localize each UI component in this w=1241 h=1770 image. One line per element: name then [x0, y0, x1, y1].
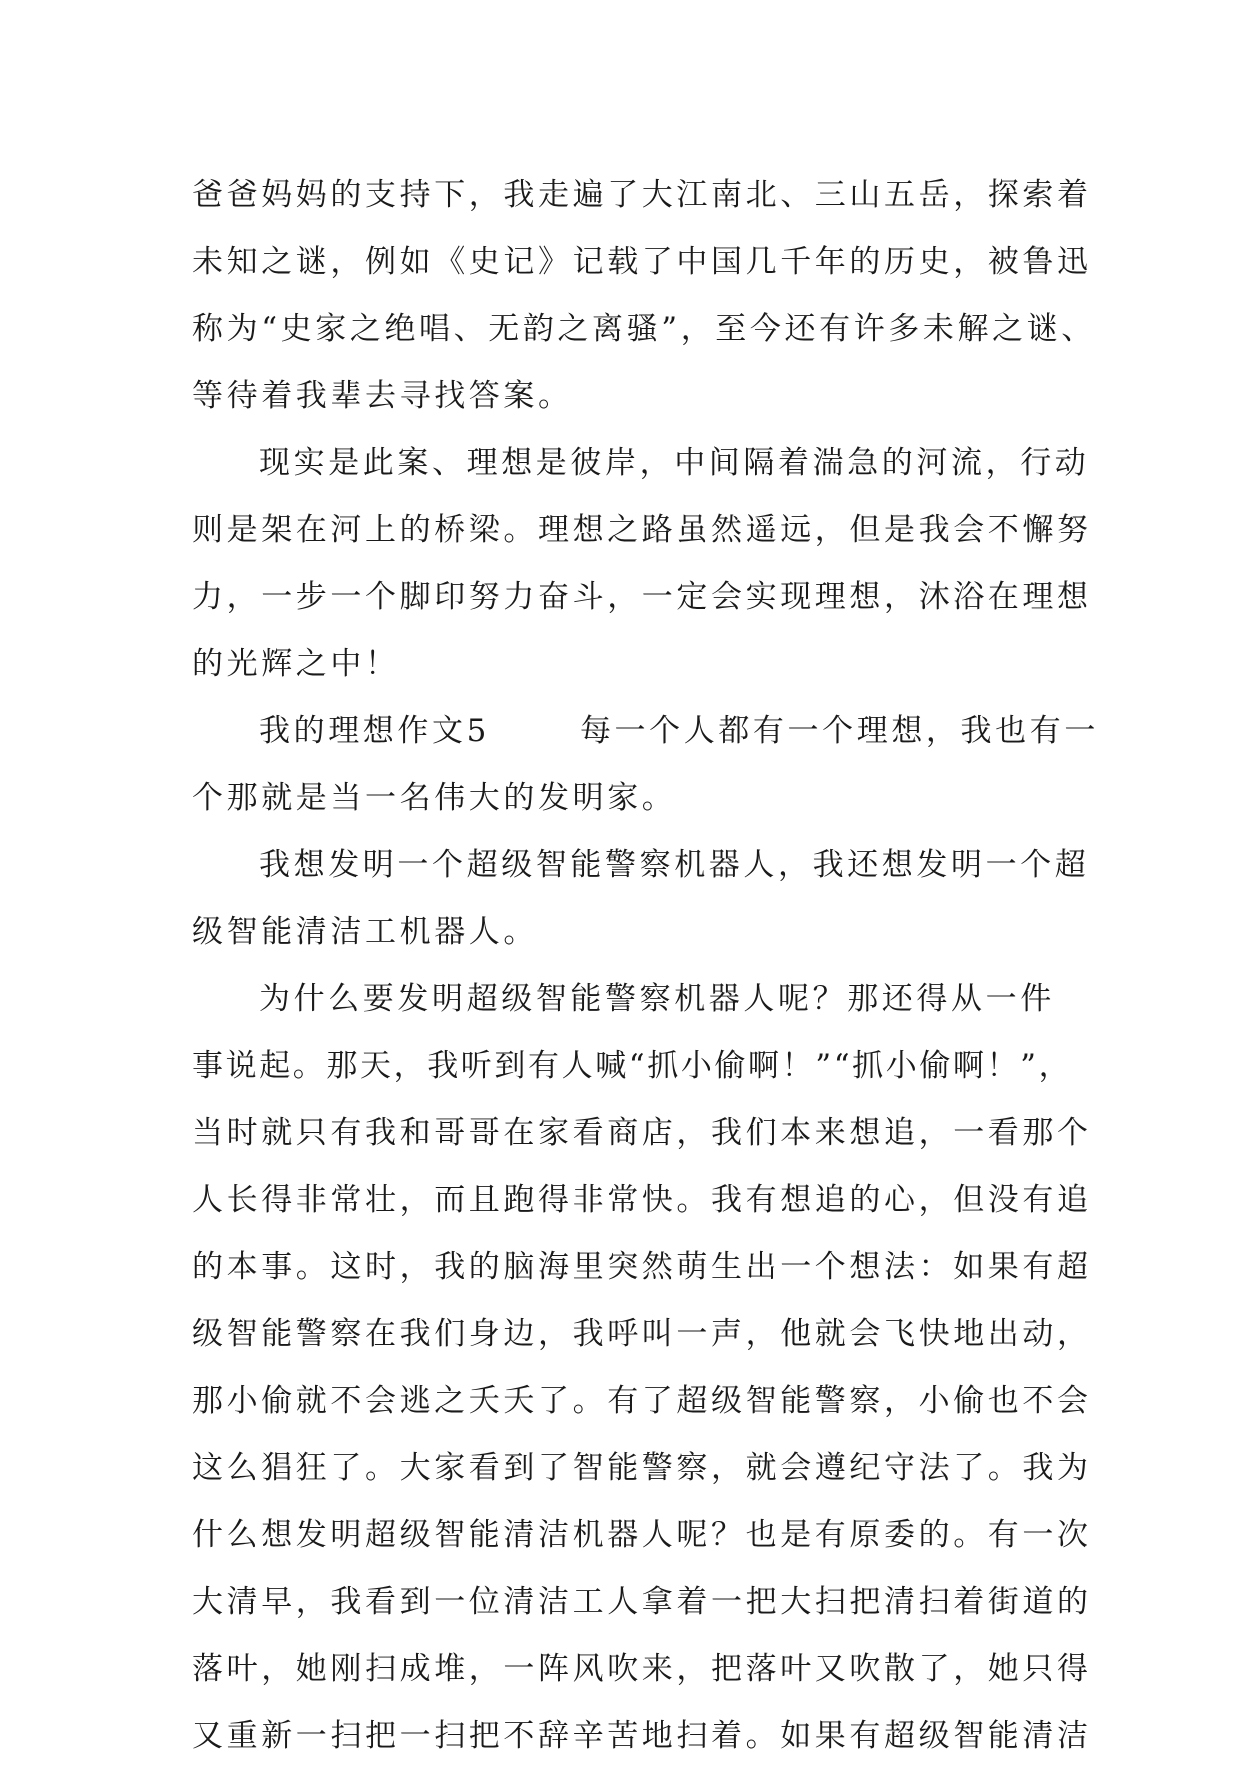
text-line: 的光辉之中！: [192, 646, 400, 682]
paragraph: [192, 430, 1092, 698]
text-line: 当时就只有我和哥哥在家看商店，我们本来想追，一看那个: [192, 1115, 1092, 1151]
text-line: 级智能警察在我们身边，我呼叫一声，他就会飞快地出动，: [192, 1316, 1092, 1352]
text-line: [192, 698, 1099, 765]
text-line: 大清早，我看到一位清洁工人拿着一把大扫把清扫着街道的: [192, 1584, 1092, 1620]
text-line: 人长得非常壮，而且跑得非常快。我有想追的心，但没有追: [192, 1182, 1092, 1218]
text-line: 那小偷就不会逃之夭夭了。有了超级智能警察，小偷也不会: [192, 1383, 1092, 1419]
paragraph: [192, 698, 1099, 832]
paragraph-continuation: [192, 162, 1096, 430]
text-line: 什么想发明超级智能清洁机器人呢？也是有原委的。有一次: [192, 1517, 1092, 1553]
text-line: 则是架在河上的桥梁。理想之路虽然遥远，但是我会不懈努: [192, 512, 1092, 548]
text-line: 我想发明一个超级智能警察机器人，我还想发明一个超: [259, 847, 1090, 883]
text-line: 现实是此案、理想是彼岸，中间隔着湍急的河流，行动: [259, 445, 1090, 481]
text-line: 为什么要发明超级智能警察机器人呢？那还得从一件: [259, 981, 1055, 1017]
text-line: 个那就是当一名伟大的发明家。: [192, 780, 677, 816]
text-line: 又重新一扫把一扫把不辞辛苦地扫着。如果有超级智能清洁: [192, 1718, 1092, 1754]
heading-line-rest: 每一个人都有一个理想，我也有一: [579, 713, 1099, 749]
body-text: [192, 162, 1099, 1770]
text-line: 事说起。那天，我听到有人喊“抓小偷啊！”“抓小偷啊！”，: [192, 1048, 1073, 1084]
text-line: 爸爸妈妈的支持下，我走遍了大江南北、三山五岳，探索着: [192, 177, 1092, 213]
text-line: 级智能清洁工机器人。: [192, 914, 538, 950]
paragraph: [192, 966, 1092, 1770]
text-line: 未知之谜，例如《史记》记载了中国几千年的历史，被鲁迅: [192, 244, 1092, 280]
text-line: 等待着我辈去寻找答案。: [192, 378, 573, 414]
text-line: 这么猖狂了。大家看到了智能警察，就会遵纪守法了。我为: [192, 1450, 1092, 1486]
text-line: 称为“史家之绝唱、无韵之离骚”，至今还有许多未解之谜、: [192, 311, 1096, 347]
text-line: 落叶，她刚扫成堆，一阵风吹来，把落叶又吹散了，她只得: [192, 1651, 1092, 1687]
paragraph: [192, 832, 1090, 966]
text-line: 的本事。这时，我的脑海里突然萌生出一个想法：如果有超: [192, 1249, 1092, 1285]
essay-heading: 我的理想作文5: [259, 713, 490, 749]
text-line: 力，一步一个脚印努力奋斗，一定会实现理想，沐浴在理想: [192, 579, 1092, 615]
